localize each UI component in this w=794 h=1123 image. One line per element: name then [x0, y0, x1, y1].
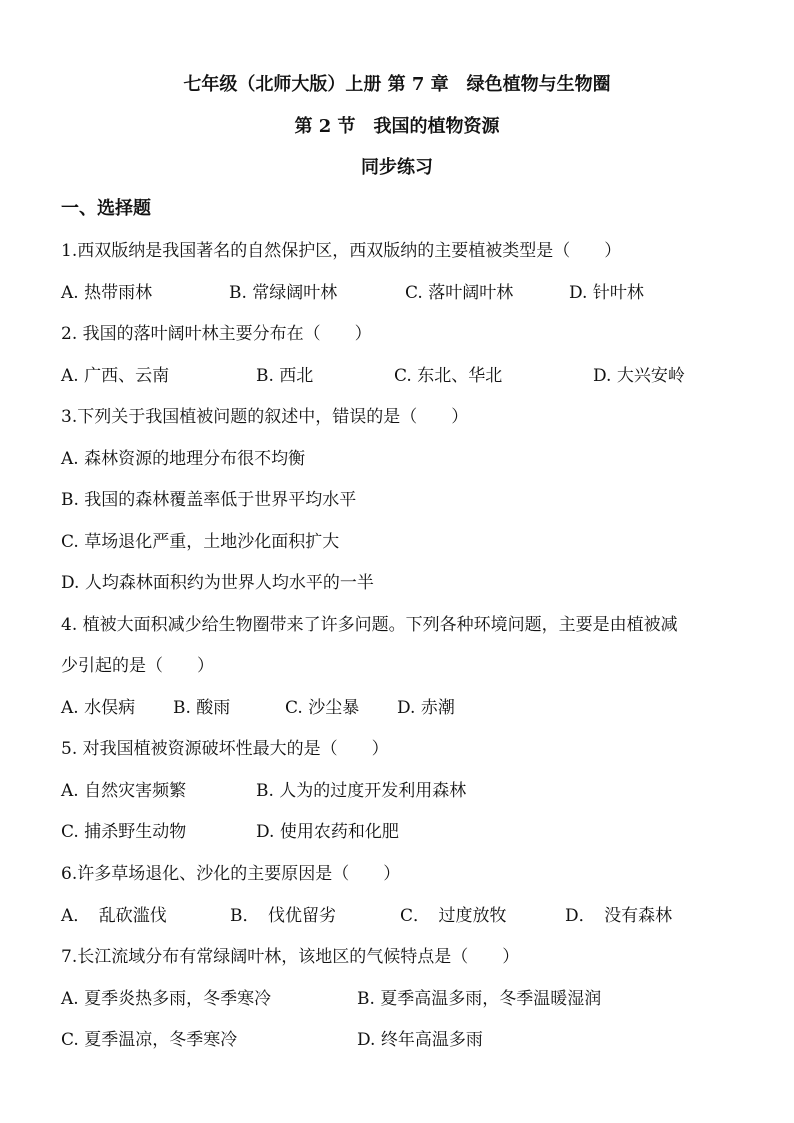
question-5-option-c: C. 捕杀野生动物 [61, 822, 187, 842]
question-1-option-a: A. 热带雨林 [61, 283, 153, 303]
question-4-option-a: A. 水俣病 [61, 698, 136, 718]
question-6-stem: 6.许多草场退化、沙化的主要原因是（ ） [61, 864, 401, 884]
question-3-option-d: D. 人均森林面积约为世界人均水平的一半 [61, 573, 374, 593]
question-3-option-a: A. 森林资源的地理分布很不均衡 [61, 449, 306, 469]
question-5-stem: 5. 对我国植被资源破坏性最大的是（ ） [61, 739, 389, 759]
question-4-option-b: B. 酸雨 [173, 698, 231, 718]
question-1-option-d: D. 针叶林 [569, 283, 644, 303]
exercise-heading: 同步练习 [361, 157, 433, 178]
question-7-stem: 7.长江流域分布有常绿阔叶林，该地区的气候特点是（ ） [61, 947, 520, 967]
question-3-option-c: C. 草场退化严重，土地沙化面积扩大 [61, 532, 340, 552]
question-5-option-b: B. 人为的过度开发利用森林 [256, 781, 467, 801]
question-2-option-a: A. 广西、云南 [61, 366, 170, 386]
question-6-option-d: D． 没有森林 [565, 906, 673, 926]
question-4-option-c: C. 沙尘暴 [285, 698, 360, 718]
question-3-stem: 3.下列关于我国植被问题的叙述中，错误的是（ ） [61, 407, 469, 427]
question-3-option-b: B. 我国的森林覆盖率低于世界平均水平 [61, 490, 357, 510]
question-1-option-b: B. 常绿阔叶林 [229, 283, 338, 303]
question-7-option-c: C. 夏季温凉，冬季寒冷 [61, 1030, 238, 1050]
question-2-option-d: D. 大兴安岭 [593, 366, 685, 386]
question-2-option-b: B. 西北 [256, 366, 314, 386]
question-6-option-b: B． 伐优留劣 [230, 906, 336, 926]
section-subtitle: 第 2 节 我国的植物资源 [294, 116, 500, 137]
document-title: 七年级（北师大版）上册 第 7 章 绿色植物与生物圈 [183, 74, 611, 95]
question-section-heading: 一、选择题 [61, 198, 151, 219]
question-2-stem: 2. 我国的落叶阔叶林主要分布在（ ） [61, 324, 372, 344]
question-6-option-a: A． 乱砍滥伐 [61, 906, 167, 926]
question-4-option-d: D. 赤潮 [397, 698, 455, 718]
question-4-stem-line-2: 少引起的是（ ） [61, 656, 214, 676]
question-7-option-b: B. 夏季高温多雨，冬季温暖湿润 [357, 989, 602, 1009]
question-2-option-c: C. 东北、华北 [394, 366, 503, 386]
question-5-option-a: A. 自然灾害频繁 [61, 781, 187, 801]
question-7-option-d: D. 终年高温多雨 [357, 1030, 483, 1050]
question-1-stem: 1.西双版纳是我国著名的自然保护区，西双版纳的主要植被类型是（ ） [61, 241, 622, 261]
question-4-stem-line-1: 4. 植被大面积减少给生物圈带来了许多问题。下列各种环境问题，主要是由植被减 [61, 615, 678, 635]
question-6-option-c: C． 过度放牧 [400, 906, 507, 926]
question-5-option-d: D. 使用农药和化肥 [256, 822, 399, 842]
question-1-option-c: C. 落叶阔叶林 [405, 283, 514, 303]
question-7-option-a: A. 夏季炎热多雨，冬季寒冷 [61, 989, 272, 1009]
